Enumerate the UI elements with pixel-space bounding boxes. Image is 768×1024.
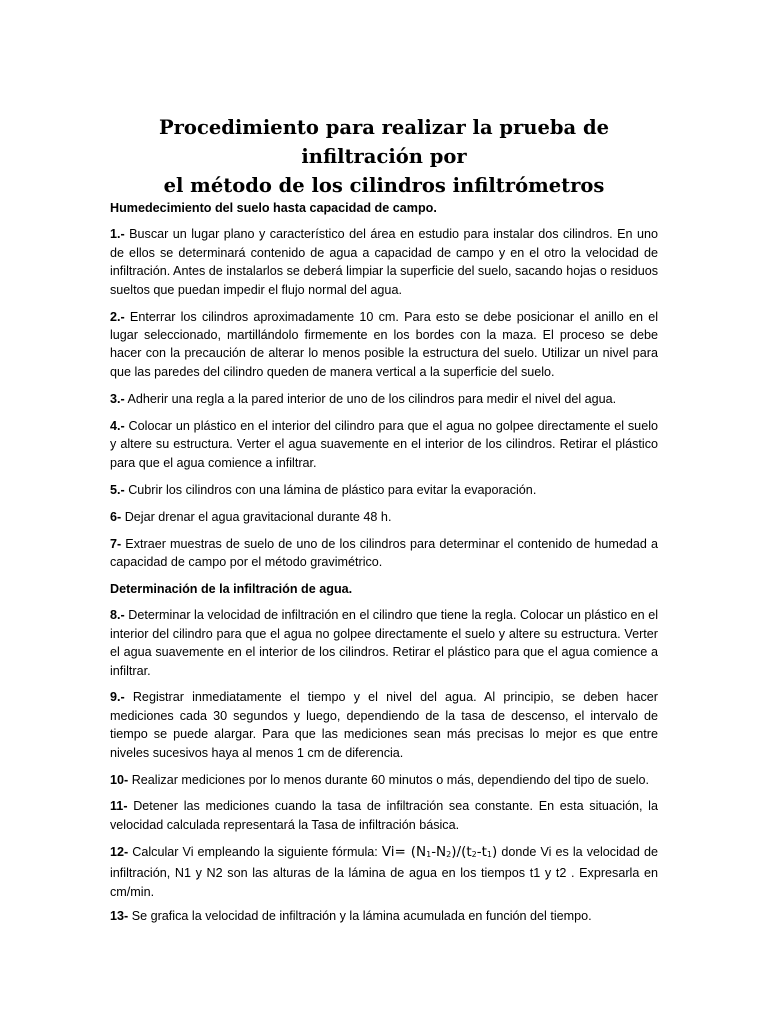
step-text: Dejar drenar el agua gravitacional durante 48 h. xyxy=(121,509,392,524)
step-number: 8.- xyxy=(110,608,125,623)
title-line-1: Procedimiento para realizar la prueba de infiltración por xyxy=(159,116,609,168)
step-number: 2.- xyxy=(110,309,125,324)
step-text: Enterrar los cilindros aproximadamente 10 cm. Para esto se debe posicionar el anillo en el lugar seleccionado, martillándolo firmemente en los bordes con la maza. El proceso se debe hacer con la precaución de alterar lo menos posible la estructura del suelo. Utilizar un nivel para que las paredes del cilindro queden de manera vertical a la superficie del suelo. xyxy=(110,309,658,379)
section-heading-infiltracion: Determinación de la infiltración de agua. xyxy=(110,581,353,596)
section-heading-humedecimiento: Humedecimiento del suelo hasta capacidad de campo. xyxy=(110,201,437,215)
step-number: 3.- xyxy=(110,392,125,407)
step-text: Colocar un plástico en el interior del cilindro para que el agua no golpee directamente el suelo y altere su estructura. Verter el agua suavemente en el interior de los cilindros. Retirar el plástico para que el agua comience a infiltrar. xyxy=(110,419,658,470)
step-3 xyxy=(110,390,658,408)
infiltration-formula xyxy=(382,844,497,860)
step-12 xyxy=(110,843,658,901)
formula-open: (N xyxy=(405,843,427,860)
step-2 xyxy=(110,308,658,382)
step-number: 9.- xyxy=(110,690,125,705)
formula-subscript: 1 xyxy=(426,849,432,859)
step-10 xyxy=(110,771,658,789)
formula-subscript: 2 xyxy=(446,849,452,859)
step-6 xyxy=(110,508,658,526)
step-8 xyxy=(110,606,658,680)
formula-minus: -t xyxy=(476,843,487,860)
step-text-after-formula: donde Vi es la velocidad de infiltración, N1 y N2 son las alturas de la lámina de agua en los tiempos t1 y t2 . Expresarla en cm/min. xyxy=(110,844,658,899)
step-number: 5.- xyxy=(110,482,125,497)
step-text: Registrar inmediatamente el tiempo y el nivel del agua. Al principio, se deben hacer mediciones cada 30 segundos y luego, dependiendo de la tasa de descenso, el intervalo de tiempo se puede alargar. Para que las mediciones sean más precisas lo mejor es que entre niveles sucesivos haya al menos 1 cm de diferencia. xyxy=(110,690,658,760)
step-number: 6- xyxy=(110,509,122,524)
step-text: Se grafica la velocidad de infiltración y la lámina acumulada en función del tiempo. xyxy=(128,909,592,923)
formula-minus: -N xyxy=(431,843,447,860)
document-title xyxy=(104,113,664,200)
step-4 xyxy=(110,417,658,472)
step-number: 1.- xyxy=(110,227,125,242)
document-body xyxy=(110,199,658,934)
step-number: 11- xyxy=(110,799,128,814)
step-text: Detener las mediciones cuando la tasa de infiltración sea constante. En esta situación, la velocidad calculada representará la Tasa de infiltración básica. xyxy=(110,799,658,832)
step-13 xyxy=(110,907,658,925)
step-text: Adherir una regla a la pared interior de uno de los cilindros para medir el nivel del agua. xyxy=(124,392,617,407)
step-text: Buscar un lugar plano y característico del área en estudio para instalar dos cilindros. En uno de ellos se determinará contenido de agua a capacidad de campo y en el otro la velocidad de infiltración. Antes de instalarlos se deberá limpiar la superficie del suelo, sacando hojas o residuos sueltos que puedan impedir el flujo normal del agua. xyxy=(110,227,658,297)
formula-subscript: 1 xyxy=(486,849,493,859)
step-text: Extraer muestras de suelo de uno de los cilindros para determinar el contenido de humedad a capacidad de campo por el método gravimétrico. xyxy=(110,536,658,569)
step-number: 13- xyxy=(110,909,129,923)
step-number: 7- xyxy=(110,536,122,551)
formula-mid: )/(t xyxy=(451,843,472,860)
step-text: Cubrir los cilindros con una lámina de plástico para evitar la evaporación. xyxy=(124,482,537,497)
step-text: Realizar mediciones por lo menos durante 60 minutos o más, dependiendo del tipo de suelo. xyxy=(128,772,650,787)
step-number: 4.- xyxy=(110,419,125,434)
step-number: 10- xyxy=(110,772,129,787)
step-1 xyxy=(110,225,658,299)
document-page xyxy=(110,0,658,1024)
step-text: Determinar la velocidad de infiltración en el cilindro que tiene la regla. Colocar un plástico en el interior del cilindro para que el agua no golpee directamente el suelo y altere su estructura. Verter el agua suavemente en el interior de los cilindros. Retirar el plástico para que el agua comience a infiltrar. xyxy=(110,608,658,678)
formula-subscript: 2 xyxy=(471,849,477,859)
title-line-2: el método de los cilindros infiltrómetros xyxy=(163,174,605,197)
formula-vi: Vi= xyxy=(381,843,406,860)
step-number: 12- xyxy=(110,844,129,859)
step-text: Calcular Vi empleando la siguiente fórmula: xyxy=(128,844,382,859)
step-9 xyxy=(110,688,658,762)
step-7 xyxy=(110,535,658,572)
step-5 xyxy=(110,481,658,499)
formula-close: ) xyxy=(492,843,498,860)
step-11 xyxy=(110,797,658,834)
